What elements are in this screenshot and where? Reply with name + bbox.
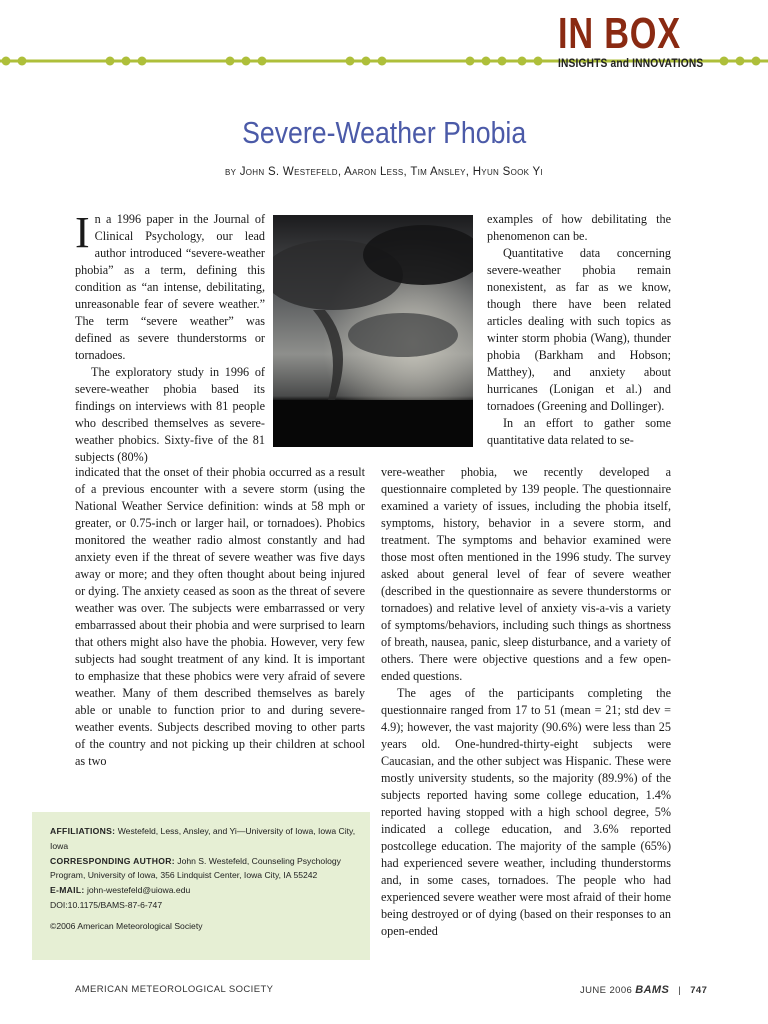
email-label: E-MAIL: bbox=[50, 885, 85, 896]
copyright: ©2006 American Meteorological Society bbox=[50, 920, 203, 931]
footer-issue bbox=[580, 984, 707, 996]
paragraph-effort: In an effort to gather some quantitative data related to se- bbox=[487, 416, 671, 447]
page-footer bbox=[0, 982, 768, 1002]
right-column-bottom bbox=[381, 464, 671, 940]
article-title: Severe-Weather Phobia bbox=[241, 115, 527, 150]
email-address[interactable]: john-westefeld@uiowa.edu bbox=[86, 885, 191, 896]
affiliations-text: Westefeld, Less, Ansley, and Yi—University of Iowa, Iowa City, Iowa bbox=[50, 826, 356, 851]
right-column-top bbox=[487, 211, 671, 449]
affiliations-label: AFFILIATIONS: bbox=[50, 826, 116, 836]
left-column-top bbox=[75, 208, 265, 466]
article-byline: by John S. Westefeld, Aaron Less, Tim Ansley, Hyun Sook Yi bbox=[224, 166, 544, 178]
paragraph-exploratory-study: The exploratory study in 1996 of severe-weather phobia based its findings on interviews with 81 people who described themselves as severe-weather phobics. Sixty-five of the 81 subjects (80%) bbox=[75, 365, 265, 464]
footer-society: AMERICAN METEOROLOGICAL SOCIETY bbox=[75, 984, 274, 995]
in-box-subtitle: INSIGHTS and INNOVATIONS bbox=[558, 56, 704, 70]
corresponding-author-text: John S. Westefeld, Counseling Psychology Program, University of Iowa, 356 Lindquist Center, Iowa City, IA 55242 bbox=[50, 855, 341, 881]
footer-date: JUNE 2006 bbox=[580, 985, 633, 996]
in-box-title: IN BOX bbox=[558, 9, 681, 58]
affiliations-box bbox=[32, 812, 370, 960]
footer-page-number: 747 bbox=[690, 985, 708, 996]
tornado-storm-photo bbox=[273, 215, 473, 447]
in-box-logo bbox=[558, 9, 758, 70]
paragraph-examples: examples of how debilitating the phenomenon can be. bbox=[487, 212, 671, 243]
drop-cap: I bbox=[75, 208, 90, 257]
doi: DOI:10.1175/BAMS-87-6-747 bbox=[50, 899, 163, 910]
paragraph-participants: The ages of the participants completing the questionnaire ranged from 17 to 51 (mean = 21; std dev = 4.9); however, the vast majority (90.6%) were less than 25 years old. One-hundred-thirty-eight subjects were Caucasian, and the other subject was Hispanic. These were mostly university students, so the majority (89.9%) of the subjects reported having some college education, 1.4% reported having stopped with a high school degree, 5% indicated a college education, and 3.6% reported postcollege education. The majority of the sample (65%) had experienced severe weather, including thunderstorms and, in some cases, tornadoes. The people who had experienced severe weather were most afraid of their home being destroyed or of dying (based on their responses to an open-ended bbox=[381, 686, 671, 938]
left-column-bottom bbox=[75, 464, 365, 770]
paragraph-questionnaire: vere-weather phobia, we recently developed a questionnaire completed by 139 people. The questionnaire examined a variety of issues, including the phobia itself, symptoms, history, behavior in a severe storm, and treatment. The symptoms and behavior examined were those most often mentioned in the 1996 study. The survey asked about general level of fear of severe weather (described in the questionnaire as severe thunderstorms or tornadoes) and relative level of anxiety vis-a-vis a variety of symptoms/behaviors, including such things as shortness of breath, nausea, panic, sleep disturbance, and a variety of others. There were objective questions and a few open-ended questions. bbox=[381, 465, 671, 683]
footer-journal: BAMS bbox=[635, 984, 670, 996]
footer-separator: | bbox=[678, 985, 682, 996]
corresponding-author-label: CORRESPONDING AUTHOR: bbox=[50, 855, 175, 866]
paragraph-quantitative: Quantitative data concerning severe-weather phobia remain nonexistent, as far as we know, though there have been related articles dealing with such topics as winter storm phobia (Wang), thunder phobia (Barkham and Hobson; Matthey), and anxiety about hurricanes (Lonigan et al.) and tornadoes (Greening and Dollinger). bbox=[487, 246, 671, 413]
intro-paragraph: n a 1996 paper in the Journal of Clinical Psychology, our lead author introduced “severe-weather phobia” as a term, defining this condition as “an intense, debilitating, unreasonable fear of severe weather.” The term “severe weather” was defined as severe thunderstorms or tornadoes. bbox=[75, 212, 265, 362]
paragraph-continued: indicated that the onset of their phobia occurred as a result of a previous encounter with a severe storm (using the National Weather Service definition: winds at 58 mph or greater, or 0.75-inch or larger hail, or tornadoes). Phobics monitored the weather radio almost constantly and had anxiety even if the threat of severe weather was five days away or more; and they often thought about being injured or dying. The anxiety ceased as soon as the threat of severe weather was over. The subjects were embarrassed or very embarrassed about their phobia and were surprised to learn that others might also have the phobia. However, very few subjects had sought treatment of any kind. It is important to emphasize that these phobics were very afraid of severe weather. Many of them described themselves as barely able or unable to function prior to and during severe-weather events. Subjects described moving to other parts of the country and not picking up their children at school as two bbox=[75, 465, 365, 768]
